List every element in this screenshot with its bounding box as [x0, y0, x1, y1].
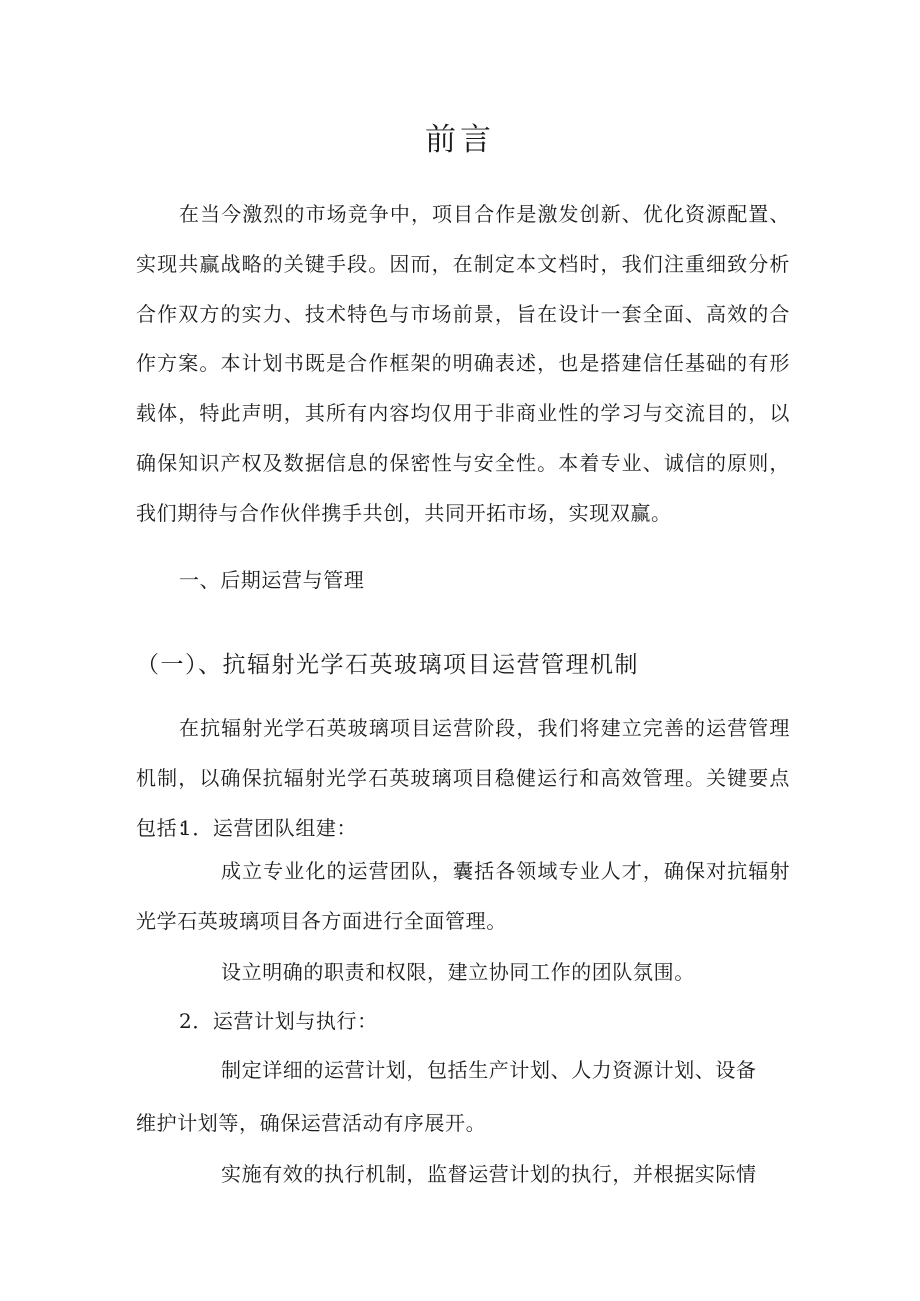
point-2-paragraph-b: 实施有效的执行机制，监督运营计划的执行，并根据实际情 [221, 1162, 757, 1186]
preface-paragraph: 在当今激烈的市场竞争中，项目合作是激发创新、优化资源配置、实现共赢战略的关键手段。因而，在制定本文档时，我们注重细致分析合作双方的实力、技术特色与市场前景，旨在设计一套全面、高效的合作方案。本计划书既是合作框架的明确表述，也是搭建信任基础的有形载体，特此声明，其所有内容均仅用于非商业性的学习与交流目的，以确保知识产权及数据信息的保密性与安全性。本着专业、诚信的原则，我们期待与合作伙伴携手共创，共同开拓市场，实现双赢。 [136, 202, 790, 525]
point-2-paragraph-a-line-1: 制定详细的运营计划，包括生产计划、人力资源计划、设备 [221, 1058, 757, 1082]
subsection-heading: （一）、抗辐射光学石英玻璃项目运营管理机制 [136, 652, 639, 678]
point-1-paragraph-a: 成立专业化的运营团队，囊括各领域专业人才，确保对抗辐射光学石英玻璃项目各方面进行全面管理。 [136, 859, 790, 933]
point-2-label: 2．运营计划与执行： [179, 1009, 378, 1033]
preface-title: 前言 [425, 122, 495, 158]
point-1-paragraph-b: 设立明确的职责和权限，建立协同工作的团队氛围。 [221, 960, 695, 984]
section-heading: 一、后期运营与管理 [179, 568, 365, 592]
point-2-paragraph-a-line-2: 维护计划等，确保运营活动有序展开。 [136, 1111, 487, 1135]
point-1-label: 1．运营团队组建： [179, 816, 358, 840]
subsection-intro-paragraph: 在抗辐射光学石英玻璃项目运营阶段，我们将建立完善的运营管理机制，以确保抗辐射光学石英玻璃项目稳健运行和高效管理。关键要点包括： [136, 716, 790, 840]
